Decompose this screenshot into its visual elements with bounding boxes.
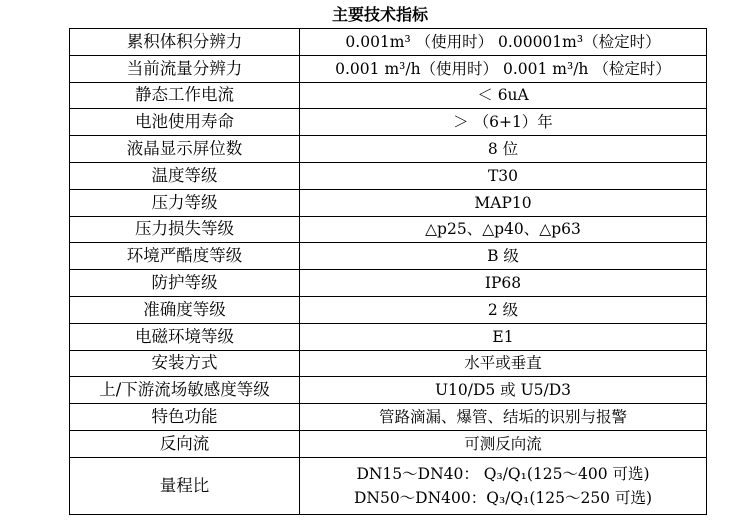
row-label: 累积体积分辨力 <box>70 29 300 56</box>
row-value: 可测反向流 <box>300 430 707 457</box>
row-value: B 级 <box>300 243 707 270</box>
row-value: 0.001m³ （使用时） 0.00001m³（检定时） <box>300 29 707 56</box>
row-value: IP68 <box>300 270 707 297</box>
table-row <box>70 430 707 457</box>
spec-table <box>69 28 707 515</box>
range-ratio-line-2: DN50～DN400：Q₃/Q₁(125～250 可选) <box>353 488 653 507</box>
table-row <box>70 29 707 56</box>
table-row <box>70 323 707 350</box>
row-value: MAP10 <box>300 189 707 216</box>
row-label: 量程比 <box>70 457 300 514</box>
row-value: U10/D5 或 U5/D3 <box>300 377 707 404</box>
page-title: 主要技术指标 <box>331 5 428 24</box>
spec-table-body <box>70 29 707 515</box>
table-row <box>70 404 707 431</box>
row-value: E1 <box>300 323 707 350</box>
row-label: 反向流 <box>70 430 300 457</box>
table-row-range-ratio <box>70 457 707 514</box>
table-row <box>70 55 707 82</box>
table-row <box>70 296 707 323</box>
row-label: 防护等级 <box>70 270 300 297</box>
row-label: 准确度等级 <box>70 296 300 323</box>
table-row <box>70 136 707 163</box>
row-value: 水平或垂直 <box>300 350 707 377</box>
row-label: 环境严酷度等级 <box>70 243 300 270</box>
row-value: 0.001 m³/h（使用时） 0.001 m³/h （检定时） <box>300 55 707 82</box>
table-row <box>70 243 707 270</box>
row-label: 液晶显示屏位数 <box>70 136 300 163</box>
row-label: 特色功能 <box>70 404 300 431</box>
row-label: 温度等级 <box>70 162 300 189</box>
row-value: T30 <box>300 162 707 189</box>
row-label: 电池使用寿命 <box>70 109 300 136</box>
row-value: 2 级 <box>300 296 707 323</box>
table-row <box>70 216 707 243</box>
row-value: 管路滴漏、爆管、结垢的识别与报警 <box>300 404 707 431</box>
row-value: ＜ 6uA <box>300 82 707 109</box>
row-label: 压力等级 <box>70 189 300 216</box>
table-row <box>70 162 707 189</box>
table-row <box>70 350 707 377</box>
row-value: △p25、△p40、△p63 <box>300 216 707 243</box>
row-value-multiline <box>300 457 707 514</box>
row-label: 上/下游流场敏感度等级 <box>70 377 300 404</box>
table-row <box>70 270 707 297</box>
table-row <box>70 109 707 136</box>
row-label: 静态工作电流 <box>70 82 300 109</box>
row-value: ＞ （6+1）年 <box>300 109 707 136</box>
row-label: 安装方式 <box>70 350 300 377</box>
range-ratio-line-1: DN15～DN40： Q₃/Q₁(125～400 可选) <box>356 464 650 483</box>
table-row <box>70 82 707 109</box>
table-row <box>70 189 707 216</box>
row-value: 8 位 <box>300 136 707 163</box>
row-label: 当前流量分辨力 <box>70 55 300 82</box>
row-label: 压力损失等级 <box>70 216 300 243</box>
row-label: 电磁环境等级 <box>70 323 300 350</box>
table-row <box>70 377 707 404</box>
